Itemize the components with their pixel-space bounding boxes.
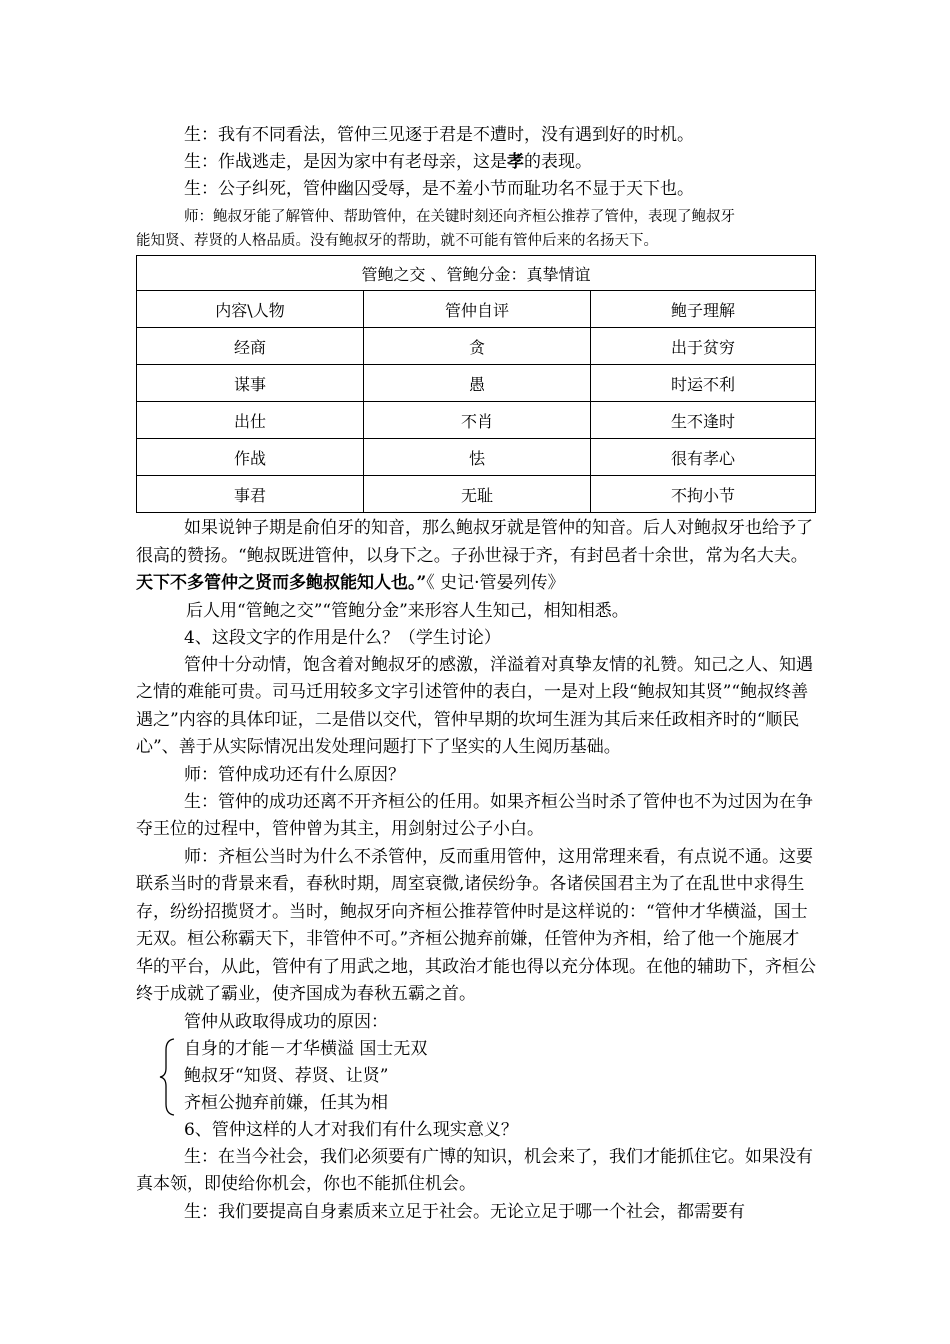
table-cell: 无耻 [364, 476, 591, 513]
table-cell: 贪 [364, 328, 591, 365]
student-line-2-text: 生：作战逃走，是因为家中有老母亲，这是 [184, 152, 507, 172]
student-line-1: 生：我有不同看法，管仲三见逐于君是不遭时，没有遇到好的时机。 [184, 125, 694, 145]
paragraph-student-answer-2: 生：我们要提高自身素质来立足于社会。无论立足于哪一个社会，都需要有 [184, 1201, 745, 1222]
bold-filial: 孝 [507, 152, 524, 172]
question-4: 4、这段文字的作用是什么？（学生讨论） [184, 627, 501, 648]
table-header: 内容\人物 [137, 291, 364, 328]
table-row [137, 439, 816, 476]
teacher-note-line-2: 能知贤、荐贤的人格品质。没有鲍叔牙的帮助，就不可能有管仲后来的名扬天下。 [136, 233, 658, 249]
table-cell: 生不逢时 [591, 402, 816, 439]
document-page [136, 122, 816, 1226]
table-cell: 时运不利 [591, 365, 816, 402]
bold-quote: 天下不多管仲之贤而多鲍叔能知人也。” [136, 573, 427, 593]
reason-item: 自身的才能－才华横溢 国士无双 [184, 1038, 428, 1059]
table-row [137, 365, 816, 402]
table-header: 管仲自评 [364, 291, 591, 328]
table-title: 管鲍之交 、管鲍分金：真挚情谊 [137, 256, 816, 291]
paragraph-student-reply: 生：管仲的成功还离不开齐桓公的任用。如果齐桓公当时杀了管仲也不为过因为在争夺王位的过程中，管仲曾为其主，用剑射过公子小白。 [136, 791, 813, 839]
table-cell: 经商 [137, 328, 364, 365]
table-row [137, 476, 816, 513]
table-cell: 愚 [364, 365, 591, 402]
table-cell: 出于贫穷 [591, 328, 816, 365]
table-cell: 很有孝心 [591, 439, 816, 476]
table-cell: 不拘小节 [591, 476, 816, 513]
paragraph-analysis: 管仲十分动情，饱含着对鲍叔牙的感激，洋溢着对真挚友情的礼赞。知己之人、知遇之情的难能可贵。司马迁用较多文字引述管仲的表白，一是对上段“鲍叔知其贤”“鲍叔终善遇之”内容的具体印证，二是借以交代，管仲早期的坎坷生涯为其后来任政相齐时的“顺民心”、善于从实际情况出发处理问题打下了坚实的人生阅历基础。 [136, 654, 813, 757]
comparison-table [136, 255, 816, 513]
paragraph-student-answer-1: 生：在当今社会，我们必须要有广博的知识，机会来了，我们才能抓住它。如果没有真本领，即使给你机会，你也不能抓住机会。 [136, 1146, 813, 1194]
table-row [137, 402, 816, 439]
paragraph-zhiyin [136, 515, 816, 598]
reasons-title: 管仲从政取得成功的原因： [184, 1011, 388, 1032]
student-line-3: 生：公子纠死，管仲幽囚受辱，是不羞小节而耻功名不显于天下也。 [184, 179, 694, 199]
paragraph-teacher-explain: 师：齐桓公当时为什么不杀管仲，反而重用管仲，这用常理来看，有点说不通。这要联系当时的背景来看，春秋时期，周室衰微,诸侯纷争。各诸侯国君主为了在乱世中求得生存，纷纷招揽贤才。当时，鲍叔牙向齐桓公推荐管仲时是这样说的：“管仲才华横溢，国士无双。桓公称霸天下，非管仲不可。”齐桓公抛弃前嫌，任管仲为齐相，给了他一个施展才华的平台，从此，管仲有了用武之地，其政治才能也得以充分体现。在他的辅助下，齐桓公终于成就了霸业，使齐国成为春秋五霸之首。 [136, 846, 816, 1004]
question-6: 6、管仲这样的人才对我们有什么现实意义？ [184, 1119, 518, 1140]
table-cell: 怯 [364, 439, 591, 476]
student-line-2 [136, 149, 816, 176]
table-cell: 作战 [137, 439, 364, 476]
table-cell: 谋事 [137, 365, 364, 402]
reason-item: 鲍叔牙“知贤、荐贤、让贤” [184, 1065, 389, 1086]
paragraph-zhiyin-text: 如果说钟子期是俞伯牙的知音，那么鲍叔牙就是管仲的知音。后人对鲍叔牙也给予了很高的赞扬。“鲍叔既进管仲，以身下之。子孙世禄于齐，有封邑者十余世，常为名大夫。 [136, 518, 813, 566]
table-cell: 出仕 [137, 402, 364, 439]
reasons-list [136, 1036, 816, 1117]
student-line-2-end: 的表现。 [524, 152, 592, 172]
teacher-note-line-1: 师：鲍叔牙能了解管仲、帮助管仲，在关键时刻还向齐桓公推荐了管仲，表现了鲍叔牙 [184, 209, 735, 225]
table-row [137, 328, 816, 365]
brace-icon [158, 1038, 178, 1116]
table-cell: 不肖 [364, 402, 591, 439]
table-cell: 事君 [137, 476, 364, 513]
reason-item: 齐桓公抛弃前嫌，任其为相 [184, 1092, 388, 1113]
table-header: 鲍子理解 [591, 291, 816, 328]
teacher-question: 师：管仲成功还有什么原因？ [184, 764, 405, 785]
source-citation: 《 史记·管晏列传》 [426, 573, 565, 593]
paragraph-guanbao: 后人用“管鲍之交”“管鲍分金”来形容人生知己，相知相悉。 [186, 600, 629, 621]
